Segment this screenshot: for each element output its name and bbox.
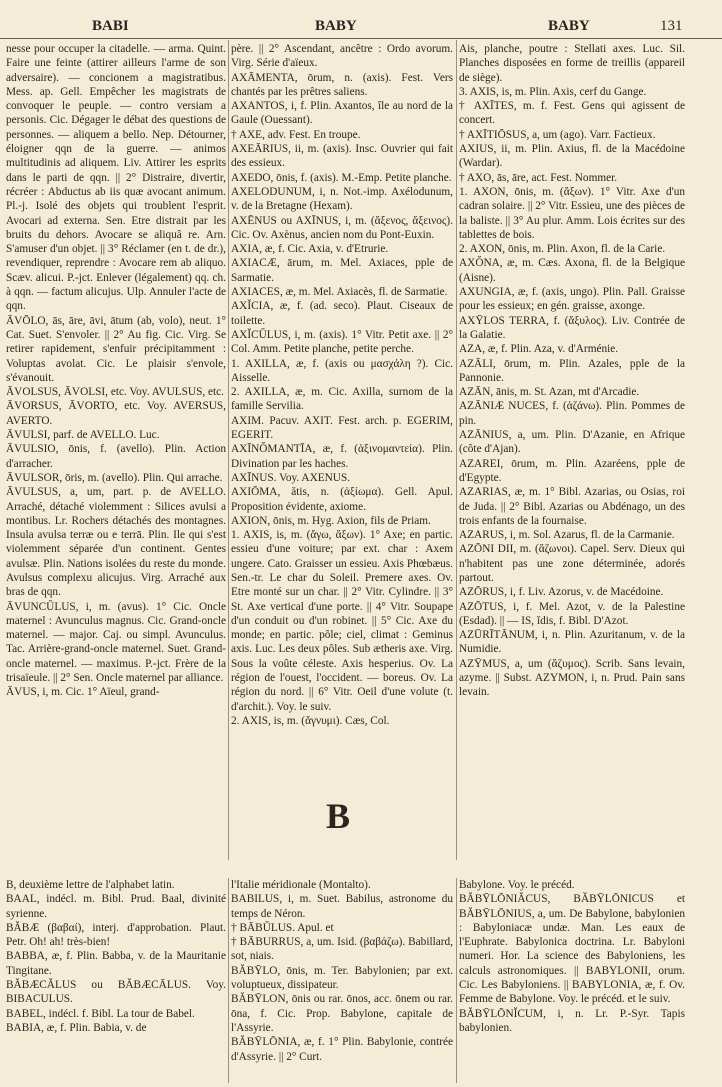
dictionary-entry: BĂBȲLŌNĬCUM, i, n. Lr. P.-Syr. Tapis babylonien. bbox=[459, 1007, 685, 1034]
dictionary-entry: AZA, æ, f. Plin. Aza, v. d'Arménie. bbox=[459, 343, 619, 356]
dictionary-entry: AXĪNŎMANTĪA, æ, f. (ἀξινομαντεία). Plin. Divination par les haches. bbox=[231, 443, 453, 470]
dictionary-entry: AXĪNUS. Voy. AXENUS. bbox=[231, 471, 351, 484]
page-number: 131 bbox=[660, 18, 683, 34]
dictionary-entry: AZŌRUS, i, f. Liv. Azorus, v. de Macédoine. bbox=[459, 586, 664, 599]
dictionary-entry: BAAL, indécl. m. Bibl. Prud. Baal, divinité syrienne. bbox=[6, 893, 226, 920]
dictionary-entry: 2. AXIS, is, m. (ἄγνυμι). Cæs, Col. bbox=[231, 714, 390, 727]
dictionary-entry: † BĀBŬLUS. Apul. et bbox=[231, 921, 334, 934]
section-letter: B bbox=[326, 796, 351, 836]
dictionary-entry: AZĀNIÆ NUCES, f. (ἀζάνω). Plin. Pommes de pin. bbox=[459, 400, 685, 427]
dictionary-entry: BĂBÆCĂLUS ou BĂBÆCĀLUS. Voy. BIBACULUS. bbox=[6, 979, 226, 1006]
dictionary-entry: AZŌNI DII, m. (ἄζωνοι). Capel. Serv. Dieux qui n'habitent pas une zone déterminée, adorés partout. bbox=[459, 543, 685, 584]
dictionary-entry: ĀVULSOR, ōris, m. (avello). Plin. Qui arrache. bbox=[6, 471, 223, 484]
dictionary-entry: père. || 2° Ascendant, ancêtre : Ordo avorum. Virg. Série d'aïeux. bbox=[231, 43, 453, 70]
dictionary-entry: BĂBȲLŌNIA, æ, f. 1° Plin. Babylonie, contrée d'Assyrie. || 2° Curt. bbox=[231, 1036, 453, 1063]
dictionary-entry: AXIŌMA, ătis, n. (ἀξίωμα). Gell. Apul. Proposition évidente, axiome. bbox=[231, 486, 453, 513]
dictionary-entry: AZĀLI, ōrum, m. Plin. Azales, pple de la Pannonie. bbox=[459, 357, 685, 384]
column-left-a bbox=[6, 42, 226, 842]
dictionary-entry: AXĀMENTA, ōrum, n. (axis). Fest. Vers chantés par les prêtres saliens. bbox=[231, 71, 453, 98]
dictionary-entry: † AXĪTES, m. f. Fest. Gens qui agissent de concert. bbox=[459, 100, 685, 127]
dictionary-entry: ĀVULSIO, ōnis, f. (avello). Plin. Action d'arracher. bbox=[6, 443, 226, 470]
dictionary-entry: BABEL, indécl. f. Bibl. La tour de Babel. bbox=[6, 1007, 195, 1020]
dictionary-entry: BABILUS, i, m. Suet. Babilus, astronome du temps de Néron. bbox=[231, 893, 453, 920]
dictionary-entry: AXĒNUS ou AXĪNUS, i, m. (ἄξενος, ἄξεινος). Cic. Ov. Axènus, ancien nom du Pont-Euxin. bbox=[231, 214, 453, 241]
dictionary-entry: ĀVORSUS, ĀVORTO, etc. Voy. AVERSUS, AVERTO. bbox=[6, 400, 226, 427]
dictionary-entry: BĂBÆ (βαβαί), interj. d'approbation. Plaut. Petr. Oh! ah! très-bien! bbox=[6, 921, 226, 949]
dictionary-entry: AXIUS, ii, m. Plin. Axius, fl. de la Macédoine (Wardar). bbox=[459, 143, 685, 170]
dictionary-entry: AXIA, æ, f. Cic. Axia, v. d'Etrurie. bbox=[231, 243, 389, 256]
dictionary-entry: AXIM. Pacuv. AXIT. Fest. arch. p. EGERIM, EGERIT. bbox=[231, 414, 453, 442]
column-divider bbox=[456, 40, 457, 860]
dictionary-entry: 2. AXON, ōnis, m. Plin. Axon, fl. de la Carie. bbox=[459, 243, 666, 256]
dictionary-entry: 3. AXIS, is, m. Plin. Axis, cerf du Gange. bbox=[459, 85, 647, 98]
dictionary-entry: AZȲMUS, a, um (ἄζυμος). Scrib. Sans levain, azyme. || Subst. AZYMON, i, n. Prud. Pain sans levain. bbox=[459, 657, 685, 699]
column-right-b bbox=[459, 878, 685, 1083]
dictionary-entry: AZŌTUS, i, f. Mel. Azot, v. de la Palestine (Esdad). || — IS, ĭdis, f. Bibl. D'Azot. bbox=[459, 600, 685, 627]
running-head-center: BABY bbox=[315, 18, 357, 34]
dictionary-entry: AXUNGIA, æ, f. (axis, ungo). Plin. Pall. Graisse pour les essieux; en gén. graisse, axonge. bbox=[459, 286, 685, 313]
column-divider bbox=[228, 40, 229, 860]
dictionary-entry: AXȲLOS TERRA, f. (ἄξυλος). Liv. Contrée de la Galatie. bbox=[459, 314, 685, 341]
dictionary-entry: ĀVULSUS, a, um, part. p. de AVELLO. Arraché, détaché violemment : Silices avulsi a montibus. Lr. Rochers détachés des montagnes. Insula avulsa terræ ou e terrā. Plin. Ile qui s'est violemment séparée d'un continent. Gentes avulsæ. Plin. Nations isolées du reste du monde. Avulsus complexu alicujus. Virg. Arraché aux bras de qqn. bbox=[6, 486, 226, 599]
dictionary-entry: BĂBȲLON, ōnis ou rar. ōnos, acc. ōnem ou rar. ōna, f. Cic. Prop. Babylone, capitale de l'Assyrie. bbox=[231, 993, 453, 1034]
dictionary-entry: ĀVOLSUS, ĀVOLSI, etc. Voy. AVULSUS, etc. bbox=[6, 386, 224, 399]
dictionary-entry: AZARIAS, æ, m. 1° Bibl. Azarias, ou Osias, roi de Juda. || 2° Bibl. Azarias ou Abdénago, un des trois enfants de la fournaise. bbox=[459, 486, 685, 527]
column-divider bbox=[456, 878, 457, 1083]
dictionary-entry: AZĀN, ānis, m. St. Azan, mt d'Arcadie. bbox=[459, 386, 640, 399]
dictionary-entry: BABIA, æ, f. Plin. Babia, v. de bbox=[6, 1021, 147, 1034]
dictionary-entry: AXIACES, æ, m. Mel. Axiacès, fl. de Sarmatie. bbox=[231, 286, 448, 299]
dictionary-entry: † AXE, adv. Fest. En troupe. bbox=[231, 128, 361, 141]
dictionary-entry: AZĀNIUS, a, um. Plin. D'Azanie, en Afrique (côte d'Ajan). bbox=[459, 429, 685, 456]
dictionary-entry: l'Italie méridionale (Montalto). bbox=[231, 879, 371, 891]
column-right-a bbox=[459, 42, 685, 842]
dictionary-entry: AZŪRĪTĀNUM, i, n. Plin. Azuritanum, v. de la Numidie. bbox=[459, 629, 685, 656]
dictionary-entry: AXŎNA, æ, m. Cæs. Axona, fl. de la Belgique (Aisne). bbox=[459, 257, 685, 284]
dictionary-entry: AXION, ōnis, m. Hyg. Axion, fils de Priam. bbox=[231, 514, 431, 527]
dictionary-entry: ĀVŌLO, ās, āre, āvi, ātum (ab, volo), neut. 1° Cat. Suet. S'envoler. || 2° Au fig. Cic. Virg. Se retirer rapidement, s'enfuir précipitamment : Voluptas avolat. Cic. Le plaisir s'envole, s'évanouit. bbox=[6, 314, 226, 384]
dictionary-entry: AXIACÆ, ārum, m. Mel. Axiaces, pple de Sarmatie. bbox=[231, 257, 453, 284]
dictionary-entry: ĀVUS, i, m. Cic. 1° Aïeul, grand- bbox=[6, 686, 160, 699]
dictionary-entry: BĂBȲLŌNIĂCUS, BĂBȲLŌNICUS et BĂBȲLŌNIUS, a, um. De Babylone, babylonien : Babyloniacæ undæ. Man. Les eaux de l'Euphrate. Babylonica doctrina. Lr. Babyloni numeri. Hor. La science des Babyloniens, les calculs astronomiques. || BABYLONII, orum. Cic. Les Babyloniens. || BABYLONIA, æ, f. Ov. Femme de Babylone. Voy. le précéd. et le suiv. bbox=[459, 893, 685, 1006]
dictionary-entry: 2. AXILLA, æ, m. Cic. Axilla, surnom de la famille Servilia. bbox=[231, 386, 453, 413]
dictionary-entry: † AXĪTIŌSUS, a, um (ago). Varr. Factieux. bbox=[459, 128, 656, 141]
dictionary-entry: BABBA, æ, f. Plin. Babba, v. de la Mauritanie Tingitane. bbox=[6, 950, 226, 977]
dictionary-entry: Ais, planche, poutre : Stellati axes. Luc. Sil. Planches disposées en forme de treillis (appareil de siège). bbox=[459, 43, 685, 84]
dictionary-entry: 1. AXILLA, æ, f. (axis ou μασχάλη ?). Cic. Aisselle. bbox=[231, 357, 453, 384]
dictionary-entry: 1. AXON, ōnis, m. (ἄξων). 1° Vitr. Axe d'un cadran solaire. || 2° Vitr. Essieu, une des pièces de la baliste. || 3° Au plur. Amm. Lois écrites sur des tablettes de bois. bbox=[459, 185, 685, 241]
column-middle-b bbox=[231, 878, 453, 1083]
dictionary-entry: AZARUS, i, m. Sol. Azarus, fl. de la Carmanie. bbox=[459, 529, 675, 542]
dictionary-entry: BĂBȲLO, ōnis, m. Ter. Babylonien; par ext. voluptueux, dissipateur. bbox=[231, 964, 453, 992]
running-head-right: BABY bbox=[548, 18, 590, 34]
header-rule bbox=[0, 38, 722, 39]
dictionary-entry: AXEDO, ōnis, f. (axis). M.-Emp. Petite planche. bbox=[231, 171, 452, 184]
dictionary-entry: ĀVUNCŬLUS, i, m. (avus). 1° Cic. Oncle maternel : Avunculus magnus. Cic. Grand-oncle maternel. — major. Caj. ou simpl. Avunculus. Tac. Arrière-grand-oncle maternel. Suet. Grand-oncle maternel. — maximus. P.-jct. Frère de la trisaïeule. || 2° Sen. Oncle maternel par alliance. bbox=[6, 600, 226, 685]
dictionary-entry: AZAREI, ōrum, m. Plin. Azaréens, pple de d'Egypte. bbox=[459, 457, 685, 484]
dictionary-entry: AXĬCŬLUS, i, m. (axis). 1° Vitr. Petit axe. || 2° Col. Amm. Petite planche, petite perche. bbox=[231, 328, 453, 356]
running-head bbox=[0, 18, 722, 38]
running-head-left: BABI bbox=[92, 18, 129, 34]
dictionary-entry: AXANTOS, i, f. Plin. Axantos, île au nord de la Gaule (Ouessant). bbox=[231, 100, 453, 127]
dictionary-entry: 1. AXIS, is, m. (ἄγω, ἄξων). 1° Axe; en partic. essieu d'une voiture; par ext. char : Axem ungere. Cato. Graisser un essieu. Axis Phœbæus. Sen.-tr. Le char du Soleil. Premere axes. Ov. Etre monté sur un char. || 2° Vitr. Cylindre. || 3° St. Axe vertical d'une porte. || 4° Vitr. Soupape d'un conduit ou d'un robinet. || 5° Cic. Axe du monde; en partic. pôle; ciel, climat : Geminus axis. Luc. Les deux pôles. Sub ætheris axe. Virg. Sous la voûte céleste. Axis hesperius. Ov. La région de l'ouest, l'occident. — boreus. Ov. La région du nord. || 6° Vitr. Oeil d'une volute (t. d'archit.). Voy. le suiv. bbox=[231, 529, 453, 713]
dictionary-entry: Babylone. Voy. le précéd. bbox=[459, 879, 575, 891]
dictionary-entry: AXĬCIA, æ, f. (ad. seco). Plaut. Ciseaux de toilette. bbox=[231, 300, 453, 327]
dictionary-entry: AXEĀRIUS, ii, m. (axis). Insc. Ouvrier qui fait des essieux. bbox=[231, 143, 453, 170]
column-left-b bbox=[6, 878, 226, 1083]
dictionary-entry: † AXO, ās, āre, act. Fest. Nommer. bbox=[459, 171, 618, 184]
dictionary-entry: B, deuxième lettre de l'alphabet latin. bbox=[6, 879, 175, 891]
dictionary-entry: nesse pour occuper la citadelle. — arma. Quint. Faire une feinte (attirer ailleurs l'arme de son adversaire). — concionem a magistratibus. Mess. ap. Gell. Empêcher les magistrats de convoquer le peuple. — contro versiam a personis. Cic. Dégager le débat des questions de personnes. — aliquem a bello. Nep. Détourner, éloigner qqn de la guerre. — animos multitudinis ad aliquem. Liv. Attirer les esprits dans le parti de qqn. || 2° Distraire, divertir, récréer : Abductus ab iis quæ avocant animum. Pl.-j. Isolé des objets qui troublent l'esprit. Avocari ad externa. Sen. Etre distrait par les bruits du dehors. Avocare se aliquâ re. Arn. S'amuser d'un objet. || 3° Réclamer (en t. de dr.), revendiquer, reprendre : Avocare rem ab aliquo. Scæv. alicui. P.-jct. Enlever (légalement) qq. ch. à qqn. — factum alicujus. Ulp. Annuler l'acte de qqn. bbox=[6, 43, 226, 313]
dictionary-entry: † BĀBURRUS, a, um. Isid. (βαβάζω). Babillard, sot, niais. bbox=[231, 936, 453, 963]
column-divider bbox=[228, 878, 229, 1083]
dictionary-entry: AXELODUNUM, i, n. Not.-imp. Axélodunum, v. de la Bretagne (Hexam). bbox=[231, 185, 453, 213]
dictionary-entry: ĀVULSI, parf. de AVELLO. Luc. bbox=[6, 429, 160, 442]
column-middle-a bbox=[231, 42, 453, 842]
